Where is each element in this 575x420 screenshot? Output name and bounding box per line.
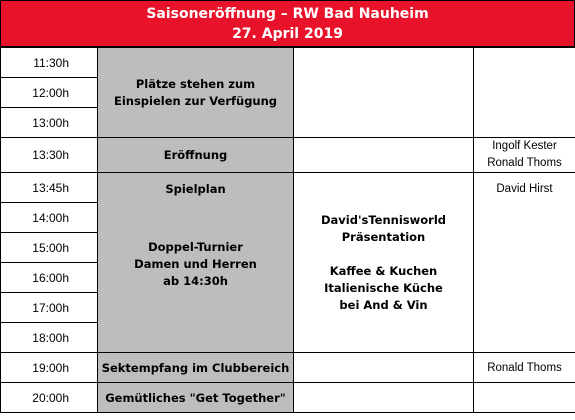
contact-name: Ronald Thoms <box>487 157 562 169</box>
contact-name: David Hirst <box>496 183 553 195</box>
schedule-table <box>0 47 575 413</box>
middle-empty-cell <box>294 138 474 173</box>
tournament-line-2: Damen und Herren <box>134 257 257 271</box>
time-cell: 20:00h <box>1 383 98 413</box>
opening-contacts-cell <box>474 138 575 173</box>
time-cell: 16:00h <box>1 263 98 293</box>
opening-cell: Eröffnung <box>98 138 294 173</box>
get-together-cell: Gemütliches "Get Together" <box>98 383 294 413</box>
reception-cell: Sektempfang im Clubbereich <box>98 353 294 383</box>
middle-empty-cell <box>294 353 474 383</box>
spacer <box>98 198 293 239</box>
time-cell: 13:45h <box>1 173 98 203</box>
contact-empty-cell <box>474 383 575 413</box>
warmup-line-1: Plätze stehen zum <box>135 76 256 91</box>
time-cell: 17:00h <box>1 293 98 323</box>
tournament-line-3: ab 14:30h <box>163 274 228 288</box>
middle-empty-cell <box>294 48 474 138</box>
tournament-line-1: Doppel-Turnier <box>148 240 243 254</box>
header-banner <box>0 0 575 47</box>
contact-name: Ingolf Kester <box>492 140 557 152</box>
contact-empty-cell <box>474 48 575 138</box>
catering-line-1: Kaffee & Kuchen <box>329 263 438 278</box>
spacer <box>294 246 473 263</box>
presentation-line-1: David'sTennisworld <box>321 212 446 227</box>
reception-contact-cell: Ronald Thoms <box>474 353 575 383</box>
time-cell: 19:00h <box>1 353 98 383</box>
time-cell: 11:30h <box>1 48 98 78</box>
table-row <box>1 138 575 173</box>
time-cell: 14:00h <box>1 203 98 233</box>
warmup-cell <box>98 48 294 138</box>
schedule-label: Spielplan <box>165 182 226 196</box>
event-date: 27. April 2019 <box>232 26 343 42</box>
warmup-line-2: Einspielen zur Verfügung <box>113 93 278 108</box>
middle-empty-cell <box>294 383 474 413</box>
time-cell: 13:00h <box>1 108 98 138</box>
afternoon-contact-cell <box>474 173 575 353</box>
catering-line-2: Italienische Küche <box>324 280 443 295</box>
time-cell: 15:00h <box>1 233 98 263</box>
table-row <box>1 48 575 78</box>
tournament-cell <box>98 173 294 353</box>
table-row <box>1 173 575 203</box>
presentation-line-2: Präsentation <box>341 229 426 244</box>
catering-line-3: bei And & Vin <box>339 297 428 312</box>
table-row <box>1 383 575 413</box>
time-cell: 18:00h <box>1 323 98 353</box>
time-cell: 12:00h <box>1 78 98 108</box>
presentation-cell <box>294 173 474 353</box>
table-row <box>1 353 575 383</box>
event-title: Saisoneröffnung – RW Bad Nauheim <box>146 6 429 22</box>
time-cell: 13:30h <box>1 138 98 173</box>
